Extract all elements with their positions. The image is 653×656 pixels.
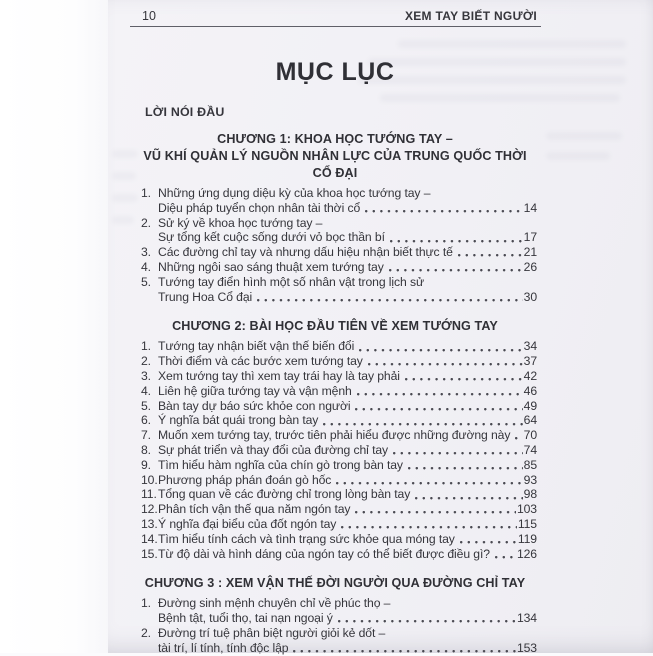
toc-item	[141, 443, 537, 458]
toc-item-line	[158, 216, 537, 231]
dot-leader	[415, 497, 522, 500]
toc-item-text: Ý nghĩa bát quái trong bàn tay	[158, 413, 319, 428]
toc-item-body	[158, 428, 537, 443]
toc-item-number: 8.	[141, 442, 151, 457]
toc-item-page: 103	[516, 502, 537, 517]
toc-item-page: 98	[523, 487, 537, 502]
dot-leader	[323, 423, 522, 426]
toc-item	[141, 413, 537, 428]
toc-item-page: 93	[523, 472, 537, 487]
dot-leader	[257, 299, 522, 302]
toc-item	[141, 596, 537, 626]
toc-item-number: 9.	[141, 457, 151, 472]
dot-leader	[389, 269, 523, 272]
preface-label: LỜI NÓI ĐẦU	[145, 105, 225, 119]
toc-item-body	[158, 275, 537, 305]
toc-item-text: Phương pháp phán đoán gò hốc	[158, 472, 332, 487]
toc-item-page: 126	[516, 546, 537, 561]
toc-item-page: 115	[517, 516, 537, 531]
toc-item-body	[158, 354, 537, 369]
toc-item-body	[158, 502, 537, 517]
toc-item-number: 10.	[141, 472, 158, 487]
toc-item-line	[158, 547, 537, 562]
toc-item-body	[158, 216, 537, 246]
page-header	[130, 0, 541, 27]
toc-item-line	[158, 413, 537, 428]
dot-leader	[355, 511, 516, 514]
toc-item-line	[158, 428, 537, 443]
toc-item	[141, 517, 537, 532]
toc-item-text: Sử ký về khoa học tướng tay –	[158, 215, 323, 230]
toc-item-body	[158, 384, 537, 399]
toc-item	[141, 354, 537, 369]
toc-item	[141, 487, 537, 502]
toc-item	[141, 186, 537, 216]
toc-item-number: 5.	[141, 398, 151, 413]
toc-item-number: 3.	[141, 368, 151, 383]
toc-item-text: tài trí, lí tính, tính độc lập	[158, 640, 289, 655]
toc-item-text: Trung Hoa Cổ đại	[158, 289, 253, 304]
toc-item	[141, 339, 537, 354]
dot-leader	[390, 240, 523, 243]
toc-item	[141, 458, 537, 473]
toc-item-line	[158, 230, 537, 245]
dot-leader	[495, 556, 516, 559]
toc-item-number: 2.	[141, 215, 151, 230]
dot-leader	[336, 482, 522, 485]
toc-item-page: 49	[523, 398, 537, 413]
toc-item-line	[158, 339, 537, 354]
toc-item-page: 26	[523, 259, 537, 274]
toc-item-page: 119	[517, 531, 537, 546]
toc-item-line	[158, 186, 537, 201]
toc-item-text: Đường sinh mệnh chuyên chỉ về phúc thọ –	[158, 596, 391, 611]
toc-item-text: Những ngôi sao sáng thuật xem tướng tay	[158, 259, 384, 274]
toc-chapter	[141, 318, 537, 561]
toc-item	[141, 473, 537, 488]
toc-item-body	[158, 399, 537, 414]
toc-item-page: 30	[523, 289, 537, 304]
toc-item-page: 85	[523, 457, 537, 472]
toc-item-number: 12.	[141, 502, 158, 517]
toc-item-page: 37	[523, 354, 537, 369]
chapter-heading	[133, 131, 537, 182]
toc-item-body	[158, 517, 537, 532]
toc-item	[141, 626, 537, 656]
toc-chapter	[141, 131, 537, 304]
dot-leader	[368, 363, 523, 366]
toc-item-number: 14.	[141, 531, 158, 546]
toc-item-number: 7.	[141, 428, 151, 443]
toc-item-page: 74	[523, 442, 537, 457]
dot-leader	[458, 254, 523, 257]
running-title: XEM TAY BIẾT NGƯỜI	[404, 9, 537, 23]
toc-item-body	[158, 547, 537, 562]
dot-leader	[341, 526, 517, 529]
toc-item-number: 2.	[141, 625, 151, 640]
toc-item-line	[158, 245, 537, 260]
toc-item-text: Bàn tay dự báo sức khỏe con người	[158, 398, 351, 413]
toc-item-list	[141, 596, 537, 655]
toc-item-page: 42	[523, 368, 537, 383]
toc-item-page: 21	[523, 245, 537, 260]
toc-chapter	[141, 575, 537, 655]
toc-item-line	[158, 641, 537, 656]
toc-item	[141, 428, 537, 443]
toc-item	[141, 502, 537, 517]
dot-leader	[405, 378, 523, 381]
toc-item-text: Từ độ dài và hình dáng của ngón tay có thể biết được điều gì?	[158, 546, 490, 561]
toc-item-number: 1.	[141, 186, 151, 200]
toc-item	[141, 547, 537, 562]
toc-item-text: Tìm hiểu hàm nghĩa của chín gò trong bàn tay	[158, 457, 403, 472]
toc-item-line	[158, 517, 537, 532]
toc-item-page: 70	[523, 428, 537, 443]
chapter-heading	[133, 575, 537, 592]
toc-item-list	[141, 339, 537, 561]
toc-item-number: 4.	[141, 259, 151, 274]
toc-item-line	[158, 532, 537, 547]
toc-item-page: 14	[523, 200, 537, 215]
toc-item-number: 1.	[141, 596, 151, 611]
toc-item-line	[158, 290, 537, 305]
toc-item-line	[158, 201, 537, 216]
toc-item-line	[158, 260, 537, 275]
toc-item-line	[158, 354, 537, 369]
toc-item-page: 34	[523, 339, 537, 354]
toc-item-body	[158, 596, 537, 626]
toc-item-page: 64	[523, 413, 537, 428]
toc-item-page: 17	[523, 230, 537, 245]
dot-leader	[338, 620, 516, 623]
toc-item-number: 5.	[141, 274, 151, 289]
toc-item-body	[158, 443, 537, 458]
toc-item-text: Phân tích vận thế qua năm ngón tay	[158, 502, 351, 517]
toc-item-number: 11.	[141, 487, 157, 502]
toc-item-text: Muốn xem tướng tay, trước tiên phải hiểu được những đường này	[158, 428, 511, 443]
toc-item-text: Thời điểm và các bước xem tướng tay	[158, 354, 363, 369]
toc-item-body	[158, 369, 537, 384]
toc-item-list	[141, 186, 537, 304]
dot-leader	[515, 437, 522, 440]
toc-body-column	[141, 28, 537, 656]
toc-item-number: 2.	[141, 354, 151, 369]
toc-item-text: Sự tổng kết cuộc sống dưới vỏ bọc thần bí	[158, 230, 385, 245]
toc-item-line	[158, 487, 537, 502]
toc-item-body	[158, 260, 537, 275]
toc-item-number: 6.	[141, 413, 151, 428]
toc-item	[141, 260, 537, 275]
toc-item-body	[158, 339, 537, 354]
toc-item-number: 4.	[141, 383, 151, 398]
toc-item-line	[158, 369, 537, 384]
toc-item	[141, 369, 537, 384]
dot-leader	[460, 541, 517, 544]
toc-item	[141, 245, 537, 260]
toc-item	[141, 399, 537, 414]
toc-item-text: Đường trí tuệ phân biệt người giỏi kẻ dốt –	[158, 625, 386, 640]
toc-item-line	[158, 502, 537, 517]
chapter-heading-line: CHƯƠNG 2: BÀI HỌC ĐẦU TIÊN VỀ XEM TƯỚNG TAY	[172, 319, 498, 334]
chapter-heading-line: CHƯƠNG 3 : XEM VẬN THẾ ĐỜI NGƯỜI QUA ĐƯỜNG CHỈ TAY	[144, 576, 526, 591]
toc-chapters	[141, 131, 537, 656]
toc-item-page: 46	[523, 383, 537, 398]
toc-item-page: 134	[516, 611, 537, 626]
toc-item-text: Tổng quan về các đường chỉ trong lòng bàn tay	[158, 487, 411, 502]
toc-item-text: Xem tướng tay thì xem tay trái hay là tay phải	[158, 368, 400, 383]
toc-item-text: Ý nghĩa đại biểu của đốt ngón tay	[158, 516, 337, 531]
toc-item-line	[158, 458, 537, 473]
toc-item-body	[158, 413, 537, 428]
toc-item	[141, 384, 537, 399]
page-number: 10	[142, 9, 156, 23]
toc-item-line	[158, 611, 537, 626]
toc-item-line	[158, 626, 537, 641]
toc-item-body	[158, 626, 537, 656]
toc-item-text: Liên hệ giữa tướng tay và vận mệnh	[158, 383, 352, 398]
toc-title: MỤC LỤC	[275, 58, 395, 86]
toc-item-number: 3.	[141, 245, 151, 260]
toc-item-line	[158, 473, 537, 488]
dot-leader	[365, 210, 522, 213]
toc-item-text: Bệnh tật, tuổi thọ, tai nạn ngoại ý	[158, 611, 333, 626]
toc-item-body	[158, 458, 537, 473]
toc-item-page: 153	[516, 640, 537, 655]
toc-item-line	[158, 596, 537, 611]
toc-item-line	[158, 399, 537, 414]
toc-item-line	[158, 275, 537, 290]
dot-leader	[408, 467, 523, 470]
toc-item-text: Những ứng dụng diệu kỳ của khoa học tướng tay –	[158, 186, 431, 200]
toc-item-number: 15.	[141, 546, 158, 561]
chapter-heading-line: VŨ KHÍ QUẢN LÝ NGUỒN NHÂN LỰC CỦA TRUNG QUỐC THỜI CỔ ĐẠI	[143, 149, 527, 180]
toc-item-line	[158, 384, 537, 399]
dot-leader	[355, 408, 522, 411]
chapter-heading	[133, 318, 537, 335]
toc-item	[141, 216, 537, 246]
toc-item-number: 1.	[141, 339, 151, 354]
toc-item	[141, 532, 537, 547]
toc-item-line	[158, 443, 537, 458]
toc-item-body	[158, 473, 537, 488]
toc-item-text: Tướng tay điển hình một số nhân vật trong lịch sử	[158, 274, 425, 289]
toc-item-body	[158, 245, 537, 260]
chapter-heading-line: CHƯƠNG 1: KHOA HỌC TƯỚNG TAY –	[217, 132, 453, 146]
toc-item-number: 13.	[141, 516, 158, 531]
toc-item-body	[158, 186, 537, 216]
dot-leader	[357, 393, 523, 396]
toc-item-body	[158, 487, 537, 502]
toc-item-text: Diệu pháp tuyển chọn nhân tài thời cổ	[158, 200, 361, 215]
toc-item-text: Các đường chỉ tay và nhưng dấu hiệu nhận biết thực tế	[158, 245, 453, 260]
toc-item	[141, 275, 537, 305]
toc-item-text: Tìm hiểu tính cách và tình trạng sức khỏe qua móng tay	[158, 531, 455, 546]
dot-leader	[393, 452, 523, 455]
toc-item-body	[158, 532, 537, 547]
toc-item-text: Sự phát triển và thay đổi của đường chỉ tay	[158, 442, 389, 457]
toc-item-text: Tướng tay nhận biết vận thế biến đổi	[158, 339, 355, 354]
dot-leader	[359, 349, 522, 352]
